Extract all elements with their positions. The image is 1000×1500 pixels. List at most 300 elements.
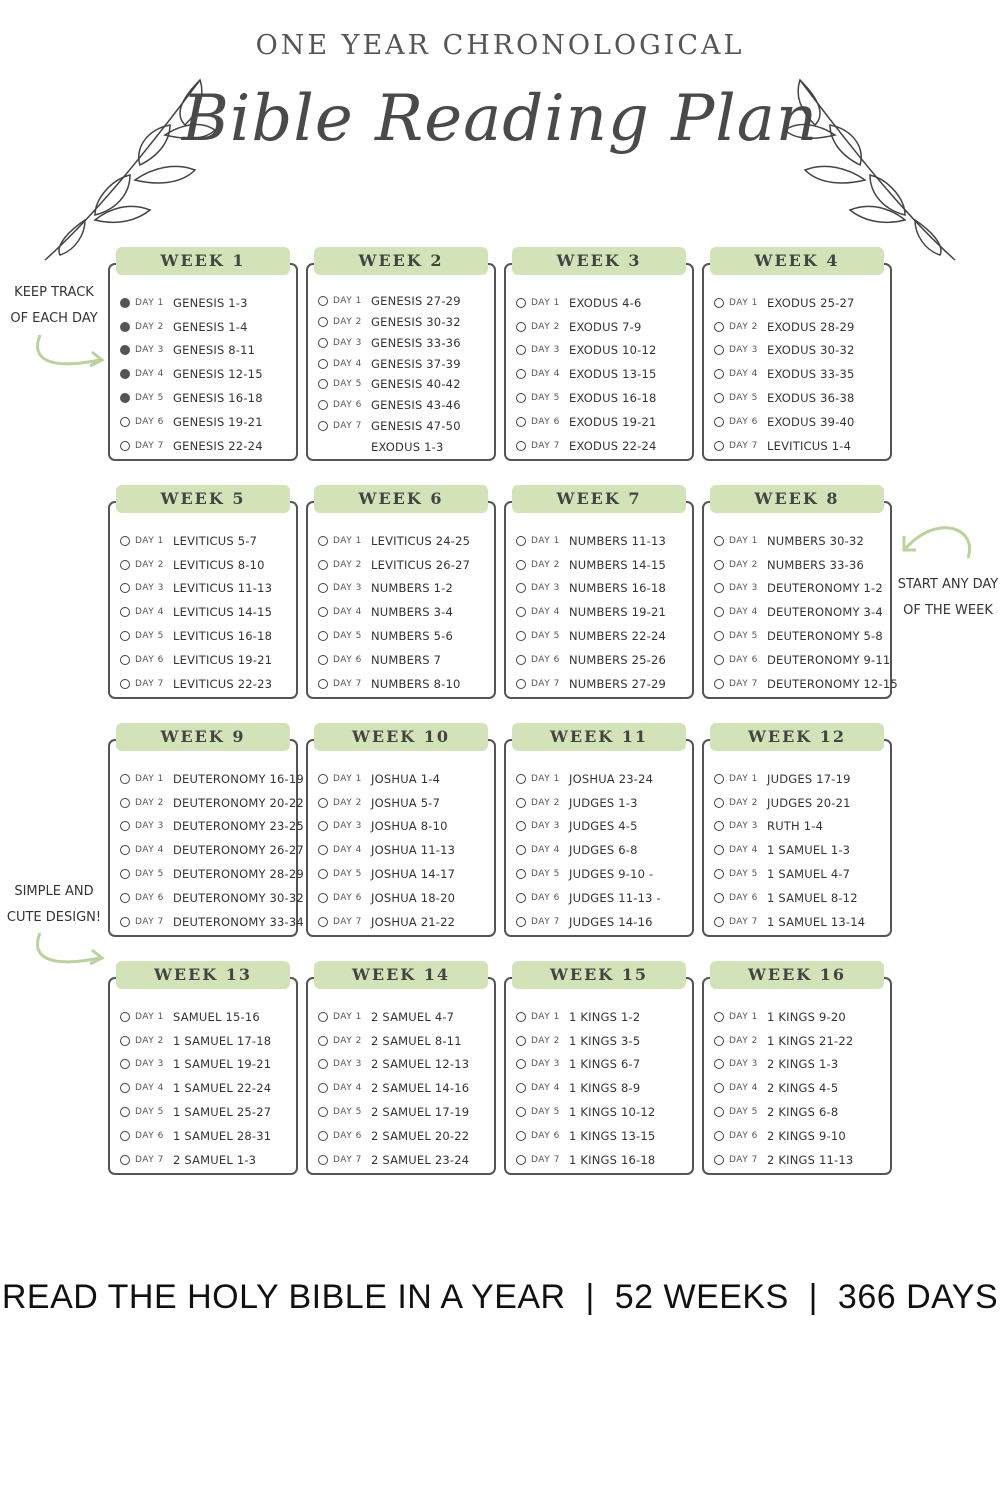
- day-checkbox[interactable]: [714, 298, 724, 308]
- day-checkbox[interactable]: [714, 1059, 724, 1069]
- day-label: DAY 7: [531, 678, 560, 689]
- reading-passage: LEVITICUS 8-10: [173, 557, 265, 572]
- day-label: DAY 6: [729, 892, 758, 903]
- day-checkbox[interactable]: [516, 417, 526, 427]
- day-checkbox[interactable]: [714, 821, 724, 831]
- day-checkbox[interactable]: [318, 379, 328, 389]
- day-row: [516, 1005, 686, 1029]
- reading-passage: NUMBERS 16-18: [569, 581, 667, 596]
- day-checkbox[interactable]: [516, 536, 526, 546]
- week-card: [306, 485, 496, 697]
- day-row: [516, 600, 686, 624]
- day-label: DAY 5: [729, 1107, 758, 1118]
- day-checkbox[interactable]: [714, 845, 724, 855]
- day-label: DAY 6: [333, 892, 362, 903]
- day-row: [516, 434, 686, 458]
- day-label: DAY 6: [135, 416, 164, 427]
- reading-passage: JUDGES 6-8: [569, 843, 638, 858]
- day-checkbox[interactable]: [714, 679, 724, 689]
- day-checkbox[interactable]: [318, 536, 328, 546]
- day-row: [714, 791, 884, 815]
- day-checkbox[interactable]: [120, 1059, 130, 1069]
- day-label: DAY 1: [135, 535, 164, 546]
- day-checkbox[interactable]: [120, 1155, 130, 1165]
- day-label: DAY 7: [333, 1154, 362, 1165]
- day-label: DAY 6: [729, 654, 758, 665]
- day-label: DAY 2: [729, 321, 758, 332]
- reading-passage: EXODUS 30-32: [767, 343, 855, 358]
- day-row: [516, 339, 686, 363]
- day-checkbox[interactable]: [120, 536, 130, 546]
- day-checkbox[interactable]: [516, 774, 526, 784]
- day-checkbox[interactable]: [714, 1107, 724, 1117]
- day-list: [516, 767, 686, 934]
- day-label: DAY 5: [333, 1107, 362, 1118]
- week-card: [306, 961, 496, 1173]
- day-label: DAY 5: [135, 869, 164, 880]
- day-label: DAY 1: [729, 535, 758, 546]
- reading-passage: 2 SAMUEL 23-24: [371, 1152, 470, 1167]
- day-checkbox[interactable]: [516, 869, 526, 879]
- day-checkbox[interactable]: [120, 298, 130, 308]
- day-checkbox[interactable]: [516, 1107, 526, 1117]
- day-label: DAY 6: [531, 1130, 560, 1141]
- day-row: [714, 1124, 884, 1148]
- day-row: [318, 395, 488, 416]
- day-checkbox[interactable]: [120, 845, 130, 855]
- reading-passage: LEVITICUS 24-25: [371, 533, 471, 548]
- day-checkbox[interactable]: [318, 821, 328, 831]
- day-row: [516, 862, 686, 886]
- week-title: WEEK 8: [710, 485, 884, 513]
- day-checkbox[interactable]: [318, 583, 328, 593]
- day-row: [516, 910, 686, 934]
- day-row: [516, 791, 686, 815]
- day-row: [318, 1124, 488, 1148]
- reading-passage: 2 KINGS 6-8: [767, 1105, 839, 1120]
- day-checkbox[interactable]: [516, 369, 526, 379]
- day-checkbox[interactable]: [120, 893, 130, 903]
- day-label: DAY 1: [135, 297, 164, 308]
- day-row: [516, 1148, 686, 1172]
- day-checkbox[interactable]: [318, 607, 328, 617]
- day-checkbox[interactable]: [120, 798, 130, 808]
- day-checkbox[interactable]: [120, 1131, 130, 1141]
- day-checkbox[interactable]: [318, 1155, 328, 1165]
- day-row: [120, 862, 304, 886]
- reading-passage: GENESIS 40-42: [371, 377, 461, 392]
- day-row: [714, 600, 884, 624]
- day-row: [120, 315, 290, 339]
- day-checkbox[interactable]: [516, 583, 526, 593]
- day-label: DAY 3: [135, 583, 164, 594]
- day-row: [120, 1053, 290, 1077]
- day-checkbox[interactable]: [318, 798, 328, 808]
- note-simple-line1: SIMPLE AND: [14, 884, 94, 899]
- day-label: DAY 1: [531, 535, 560, 546]
- day-checkbox[interactable]: [516, 821, 526, 831]
- day-checkbox[interactable]: [714, 655, 724, 665]
- day-label: DAY 6: [135, 1130, 164, 1141]
- week-card: [702, 961, 892, 1173]
- day-checkbox[interactable]: [120, 369, 130, 379]
- page-title: Bible Reading Plan: [181, 82, 819, 156]
- day-row: [120, 1100, 290, 1124]
- day-row: [714, 886, 884, 910]
- day-label: DAY 6: [531, 892, 560, 903]
- reading-passage: NUMBERS 30-32: [767, 533, 865, 548]
- day-row: [318, 312, 488, 333]
- day-label: DAY 3: [729, 583, 758, 594]
- reading-passage: GENESIS 16-18: [173, 391, 263, 406]
- day-checkbox[interactable]: [120, 560, 130, 570]
- day-row: [516, 529, 686, 553]
- day-row: [714, 291, 884, 315]
- day-checkbox[interactable]: [516, 655, 526, 665]
- day-checkbox[interactable]: [714, 417, 724, 427]
- day-label: DAY 2: [135, 559, 164, 570]
- reading-passage: JUDGES 4-5: [569, 819, 638, 834]
- day-checkbox[interactable]: [318, 845, 328, 855]
- day-label: DAY 5: [531, 631, 560, 642]
- week-title: WEEK 1: [116, 247, 290, 275]
- day-label: DAY 2: [333, 1035, 362, 1046]
- day-row: [318, 838, 488, 862]
- week-card: [108, 961, 298, 1173]
- week-card: [108, 723, 304, 935]
- day-checkbox[interactable]: [516, 345, 526, 355]
- week-card: [504, 723, 694, 935]
- day-row: [318, 553, 488, 577]
- day-row: [120, 339, 290, 363]
- reading-passage: 1 SAMUEL 13-14: [767, 914, 866, 929]
- day-checkbox[interactable]: [318, 400, 328, 410]
- day-label: DAY 2: [333, 797, 362, 808]
- day-checkbox[interactable]: [120, 607, 130, 617]
- day-checkbox[interactable]: [714, 369, 724, 379]
- day-checkbox[interactable]: [120, 631, 130, 641]
- day-row: [120, 1005, 290, 1029]
- day-label: DAY 1: [729, 773, 758, 784]
- day-row: [120, 553, 290, 577]
- reading-passage: 1 SAMUEL 8-12: [767, 890, 858, 905]
- day-checkbox[interactable]: [714, 798, 724, 808]
- day-checkbox[interactable]: [120, 1012, 130, 1022]
- day-label: DAY 3: [135, 1059, 164, 1070]
- day-row: [714, 1005, 884, 1029]
- day-label: DAY 7: [531, 440, 560, 451]
- week-title: WEEK 7: [512, 485, 686, 513]
- reading-passage: 2 KINGS 4-5: [767, 1081, 839, 1096]
- day-checkbox[interactable]: [318, 869, 328, 879]
- reading-passage: DEUTERONOMY 5-8: [767, 629, 883, 644]
- day-label: DAY 3: [333, 583, 362, 594]
- day-checkbox[interactable]: [120, 345, 130, 355]
- day-label: DAY 2: [531, 321, 560, 332]
- day-checkbox[interactable]: [120, 917, 130, 927]
- day-label: DAY 1: [531, 773, 560, 784]
- day-row: [120, 577, 290, 601]
- day-checkbox[interactable]: [120, 417, 130, 427]
- day-list: [318, 529, 488, 696]
- day-label: DAY 1: [531, 297, 560, 308]
- day-checkbox[interactable]: [714, 917, 724, 927]
- reading-passage: GENESIS 19-21: [173, 414, 263, 429]
- day-label: DAY 1: [729, 1011, 758, 1022]
- day-label: DAY 4: [531, 845, 560, 856]
- reading-passage: LEVITICUS 26-27: [371, 557, 471, 572]
- day-checkbox[interactable]: [714, 536, 724, 546]
- day-label: DAY 6: [135, 654, 164, 665]
- day-checkbox[interactable]: [120, 774, 130, 784]
- day-label: DAY 4: [729, 607, 758, 618]
- day-row: [318, 767, 488, 791]
- day-label: DAY 4: [531, 607, 560, 618]
- day-checkbox[interactable]: [120, 393, 130, 403]
- reading-passage: NUMBERS 5-6: [371, 629, 454, 644]
- day-checkbox[interactable]: [714, 322, 724, 332]
- day-label: DAY 1: [135, 773, 164, 784]
- reading-passage: 1 SAMUEL 19-21: [173, 1057, 272, 1072]
- day-row: [318, 374, 488, 395]
- day-row: [714, 815, 884, 839]
- day-checkbox[interactable]: [318, 1083, 328, 1093]
- day-checkbox[interactable]: [516, 322, 526, 332]
- day-label: DAY 2: [135, 1035, 164, 1046]
- day-list: [318, 291, 488, 457]
- week-title: WEEK 5: [116, 485, 290, 513]
- day-checkbox[interactable]: [714, 869, 724, 879]
- day-checkbox[interactable]: [120, 869, 130, 879]
- day-checkbox[interactable]: [120, 655, 130, 665]
- day-label: DAY 5: [135, 1107, 164, 1118]
- day-checkbox[interactable]: [714, 393, 724, 403]
- day-list: [714, 1005, 884, 1172]
- day-row: [318, 529, 488, 553]
- reading-passage: 2 SAMUEL 20-22: [371, 1128, 470, 1143]
- day-checkbox[interactable]: [318, 893, 328, 903]
- day-checkbox[interactable]: [516, 607, 526, 617]
- reading-passage: EXODUS 36-38: [767, 391, 855, 406]
- page-subtitle: ONE YEAR CHRONOLOGICAL: [255, 30, 745, 61]
- reading-passage: DEUTERONOMY 3-4: [767, 605, 883, 620]
- day-checkbox[interactable]: [714, 1012, 724, 1022]
- day-checkbox[interactable]: [516, 679, 526, 689]
- reading-passage: JOSHUA 8-10: [371, 819, 448, 834]
- day-checkbox[interactable]: [318, 296, 328, 306]
- curved-arrow-icon: [30, 330, 110, 380]
- day-checkbox[interactable]: [318, 560, 328, 570]
- day-label: DAY 3: [333, 1059, 362, 1070]
- day-row: [120, 1076, 290, 1100]
- day-label: DAY 3: [729, 821, 758, 832]
- day-checkbox[interactable]: [120, 322, 130, 332]
- day-label: DAY 6: [729, 1130, 758, 1141]
- day-checkbox[interactable]: [318, 1107, 328, 1117]
- day-checkbox[interactable]: [318, 1012, 328, 1022]
- day-checkbox[interactable]: [318, 338, 328, 348]
- reading-passage: 1 SAMUEL 17-18: [173, 1033, 272, 1048]
- day-row: [516, 1100, 686, 1124]
- day-checkbox[interactable]: [120, 679, 130, 689]
- reading-passage: 2 SAMUEL 1-3: [173, 1152, 257, 1167]
- week-title: WEEK 3: [512, 247, 686, 275]
- day-label: DAY 1: [333, 535, 362, 546]
- day-row: [120, 838, 304, 862]
- day-row: [516, 410, 686, 434]
- reading-passage: JUDGES 14-16: [569, 914, 653, 929]
- day-checkbox[interactable]: [714, 345, 724, 355]
- day-checkbox[interactable]: [318, 1131, 328, 1141]
- day-checkbox[interactable]: [516, 560, 526, 570]
- day-checkbox[interactable]: [714, 583, 724, 593]
- reading-passage: DEUTERONOMY 30-32: [173, 890, 304, 905]
- reading-passage: GENESIS 43-46: [371, 398, 461, 413]
- note-start-any-line1: START ANY DAY: [897, 577, 999, 592]
- day-label: DAY 5: [135, 631, 164, 642]
- day-checkbox[interactable]: [516, 1131, 526, 1141]
- reading-passage: LEVITICUS 22-23: [173, 676, 273, 691]
- day-label: DAY 3: [135, 821, 164, 832]
- day-row: [318, 1029, 488, 1053]
- day-checkbox[interactable]: [714, 607, 724, 617]
- day-checkbox[interactable]: [516, 298, 526, 308]
- day-checkbox[interactable]: [120, 441, 130, 451]
- day-checkbox[interactable]: [120, 1036, 130, 1046]
- reading-passage: LEVITICUS 5-7: [173, 533, 258, 548]
- day-row: [714, 339, 884, 363]
- week-card: [306, 247, 496, 459]
- day-checkbox[interactable]: [120, 583, 130, 593]
- day-label: DAY 7: [531, 1154, 560, 1165]
- week-title: WEEK 6: [314, 485, 488, 513]
- reading-passage: EXODUS 33-35: [767, 367, 855, 382]
- day-label: DAY 4: [135, 607, 164, 618]
- note-start-any: [896, 572, 1000, 624]
- day-checkbox[interactable]: [318, 774, 328, 784]
- day-checkbox[interactable]: [318, 359, 328, 369]
- day-checkbox[interactable]: [318, 1059, 328, 1069]
- day-label: DAY 3: [135, 345, 164, 356]
- reading-passage: 2 KINGS 1-3: [767, 1057, 839, 1072]
- day-label: DAY 2: [135, 321, 164, 332]
- day-row: [714, 1053, 884, 1077]
- day-checkbox[interactable]: [318, 1036, 328, 1046]
- day-label: DAY 4: [531, 1083, 560, 1094]
- day-checkbox[interactable]: [516, 1083, 526, 1093]
- reading-passage: DEUTERONOMY 16-19: [173, 771, 304, 786]
- day-checkbox[interactable]: [714, 1131, 724, 1141]
- reading-passage: JOSHUA 18-20: [371, 890, 456, 905]
- day-checkbox[interactable]: [516, 393, 526, 403]
- week-card: [702, 247, 892, 459]
- day-checkbox[interactable]: [714, 1083, 724, 1093]
- week-title: WEEK 16: [710, 961, 884, 989]
- day-label: DAY 1: [333, 296, 362, 307]
- day-label: DAY 4: [729, 1083, 758, 1094]
- day-label: DAY 7: [135, 1154, 164, 1165]
- day-row: [120, 362, 290, 386]
- day-checkbox[interactable]: [516, 1155, 526, 1165]
- reading-passage: JOSHUA 11-13: [371, 843, 456, 858]
- day-checkbox[interactable]: [714, 560, 724, 570]
- day-checkbox[interactable]: [120, 1083, 130, 1093]
- reading-passage: JOSHUA 1-4: [371, 771, 441, 786]
- reading-passage: 1 SAMUEL 4-7: [767, 867, 851, 882]
- reading-passage: 1 KINGS 21-22: [767, 1033, 854, 1048]
- day-checkbox[interactable]: [516, 1059, 526, 1069]
- day-checkbox[interactable]: [318, 655, 328, 665]
- day-list: [120, 291, 290, 458]
- day-checkbox[interactable]: [516, 1012, 526, 1022]
- day-checkbox[interactable]: [516, 441, 526, 451]
- reading-passage: GENESIS 47-50: [371, 418, 461, 433]
- day-row: [318, 291, 488, 312]
- day-checkbox[interactable]: [714, 893, 724, 903]
- day-label: DAY 6: [333, 654, 362, 665]
- reading-passage: DEUTERONOMY 1-2: [767, 581, 883, 596]
- day-checkbox[interactable]: [318, 317, 328, 327]
- reading-passage: EXODUS 16-18: [569, 391, 657, 406]
- week-title: WEEK 13: [116, 961, 290, 989]
- day-row: [714, 315, 884, 339]
- day-checkbox[interactable]: [516, 845, 526, 855]
- day-label: DAY 7: [135, 678, 164, 689]
- day-label: DAY 7: [729, 440, 758, 451]
- day-checkbox[interactable]: [516, 1036, 526, 1046]
- day-label: DAY 2: [729, 559, 758, 570]
- reading-passage: LEVITICUS 14-15: [173, 605, 273, 620]
- reading-passage: NUMBERS 1-2: [371, 581, 454, 596]
- reading-passage: EXODUS 28-29: [767, 319, 855, 334]
- reading-passage: EXODUS 4-6: [569, 295, 642, 310]
- day-checkbox[interactable]: [318, 679, 328, 689]
- day-checkbox[interactable]: [318, 631, 328, 641]
- day-label: DAY 7: [531, 916, 560, 927]
- day-row: [516, 577, 686, 601]
- day-checkbox[interactable]: [318, 421, 328, 431]
- reading-passage: JOSHUA 21-22: [371, 914, 456, 929]
- day-checkbox[interactable]: [516, 893, 526, 903]
- day-checkbox[interactable]: [120, 1107, 130, 1117]
- reading-passage: 1 KINGS 1-2: [569, 1009, 641, 1024]
- day-checkbox[interactable]: [516, 917, 526, 927]
- day-checkbox[interactable]: [714, 631, 724, 641]
- day-checkbox[interactable]: [120, 821, 130, 831]
- day-label: DAY 2: [531, 1035, 560, 1046]
- day-checkbox[interactable]: [714, 441, 724, 451]
- day-checkbox[interactable]: [714, 1036, 724, 1046]
- day-checkbox[interactable]: [714, 774, 724, 784]
- day-checkbox[interactable]: [516, 798, 526, 808]
- day-checkbox[interactable]: [516, 631, 526, 641]
- day-row: [120, 386, 290, 410]
- reading-passage: 1 KINGS 10-12: [569, 1105, 656, 1120]
- day-checkbox[interactable]: [714, 1155, 724, 1165]
- day-list: [318, 1005, 488, 1172]
- week-title: WEEK 9: [116, 723, 290, 751]
- reading-passage: LEVITICUS 19-21: [173, 652, 273, 667]
- reading-passage: 1 KINGS 13-15: [569, 1128, 656, 1143]
- day-row: [318, 815, 488, 839]
- day-row: [516, 362, 686, 386]
- week-card: [702, 485, 898, 697]
- week-card: [504, 485, 694, 697]
- reading-passage: 1 SAMUEL 22-24: [173, 1081, 272, 1096]
- day-checkbox[interactable]: [318, 917, 328, 927]
- day-label: DAY 5: [729, 631, 758, 642]
- day-row: [318, 791, 488, 815]
